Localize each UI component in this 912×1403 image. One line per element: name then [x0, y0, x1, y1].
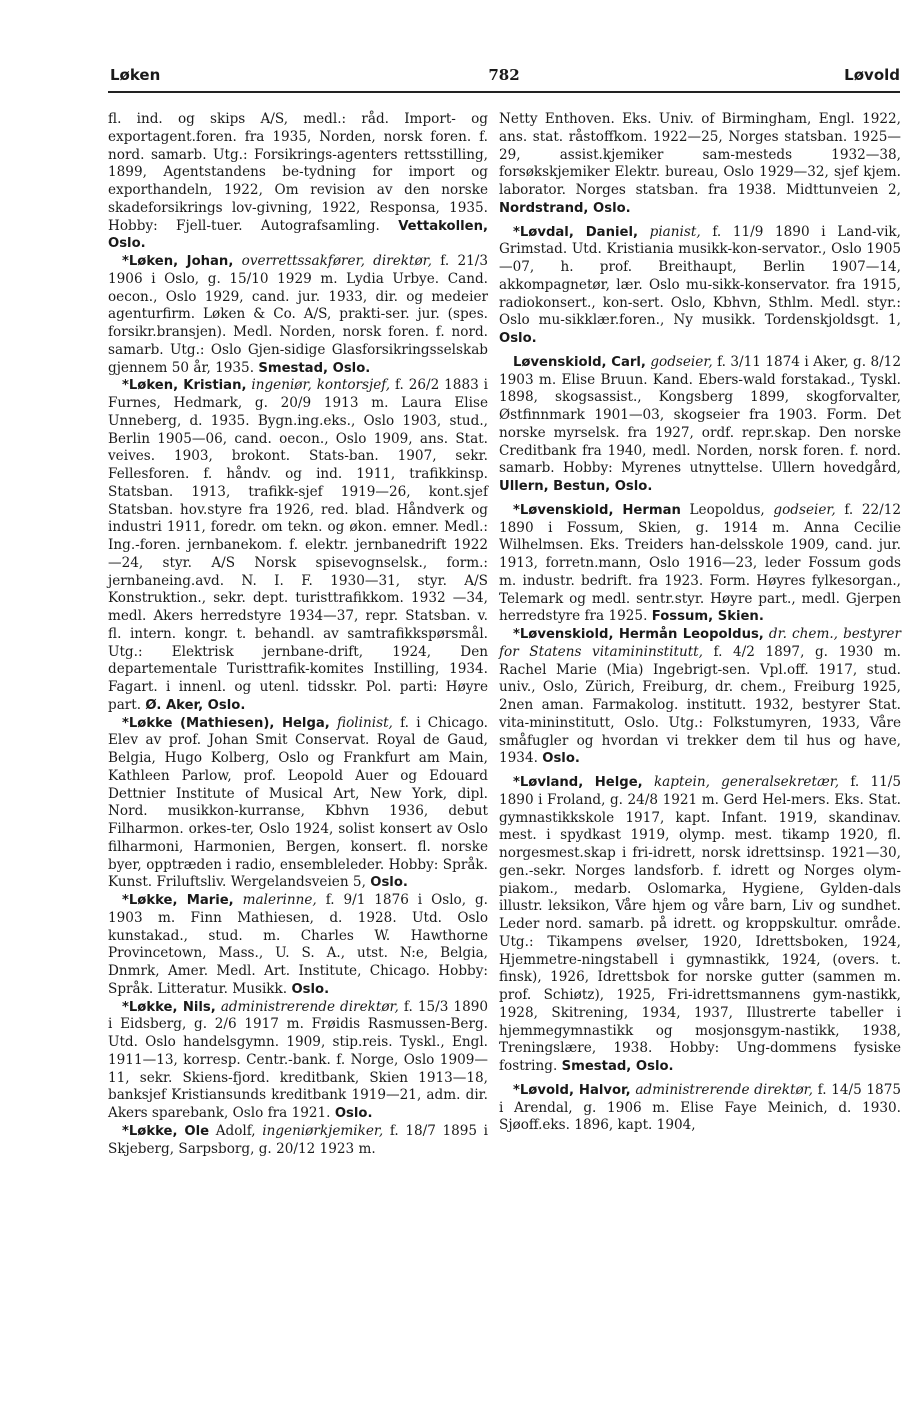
- entry-title: ingeniør, kontorsjef,: [251, 377, 391, 394]
- entry-lokke-marie: [108, 892, 488, 999]
- entry-address: Vettakollen, Oslo.: [108, 218, 488, 252]
- entry-name: *Løvenskiold, Hermån Leopoldus,: [513, 627, 764, 642]
- header-last-keyword: Løvold: [844, 66, 900, 84]
- entry-loken-kristian: [108, 377, 488, 714]
- left-column: [108, 111, 488, 1158]
- entry-address: Smestad, Oslo.: [258, 360, 371, 376]
- entry-name: *Løvdal, Daniel,: [513, 224, 638, 240]
- right-column: [499, 111, 901, 1135]
- entry-text: f. 18/7 1895 i Skjeberg, Sarpsborg, g. 20/12 1923 m.: [108, 1122, 489, 1157]
- entry-address: Oslo.: [291, 981, 330, 997]
- entry-lovenskiold-herman: [499, 502, 901, 626]
- entry-loken-johan: [108, 253, 488, 377]
- entry-address: Smestad, Oslo.: [561, 1059, 674, 1074]
- entry-name: *Løkke, Nils,: [122, 999, 216, 1015]
- entry-name: *Løvold, Halvor,: [513, 1082, 631, 1098]
- entry-title: malerinne,: [242, 892, 317, 908]
- entry-title: fiolinist,: [337, 714, 393, 731]
- entry-name: *Løkke, Ole: [122, 1123, 210, 1139]
- entry-text: f. i Chicago. Elev av prof. Johan Smit Conservat. Royal de Gaud, Belgia, Hugo Kolberg, Oslo og Frankfurt am Main, Kathleen Parlow, prof. Leopold Auer og Edouard Dettnier Institute of Musical Art, New York, dipl. Nord. musikkon-kurranse, Kbhvn 1936, debut Filharmon. orkes-ter, Oslo 1924, solist konsert av Oslo filharmoni, Harmonien, Bergen, konsert. fl. norske byer, opptræden i radio, ensembleleder. Hobby: Språk. Kunst. Friluftsliv. Wergelandsveien 5,: [108, 714, 488, 891]
- entry-title: overrettssakfører, direktør,: [241, 253, 432, 269]
- entry-text: f. 11/5 1890 i Froland, g. 24/8 1921 m. Gerd Hel-mers. Eks. Stat. gymnastikkskole 1917, kapt. Infant. 1919, skandinav. mest. i spydkast 1919, olymp. mest. tikamp 1920, fl. norgesmest.skap i fri-idrett, norsk idrettsinsp. 1921—30, gen.-sekr. Norges landsforb. f. idrett og Norges olym-piakom., medarb. Oslomarka, Hygiene, Gylden-dals illustr. leksikon, Våre hjem og våre barn, Liv og sundhet. Leder nord. samarb. på idrett. og kroppskultur. område. Utg.: Tikampens øvelser, 1920, Idrettsboken, 1924, Hjemmetre-ningstabell i gymnastikk, 1924, (overs. t. finsk), 1926, Idrettsbok for norske gutter (sammen m. prof. Schiøtz), 1925, Fri-idrettsmannens gym-nastikk, 1928, Skitrening, 1934, 1937, Illustrerte tabeller i hjemmegymnastikk og mosjonsgym-nastikk, 1938, Treningslære, 1938. Hobby: Ung-dommens fysiske fostring.: [499, 774, 901, 1074]
- entry-lovenskiold-carl: [499, 354, 901, 496]
- entry-continuation: [499, 111, 901, 218]
- entry-lovold-halvor: [499, 1082, 901, 1135]
- entry-name-rest: Adolf,: [215, 1122, 256, 1139]
- entry-name: Løvenskiold, Carl,: [513, 354, 646, 370]
- entry-address: Oslo.: [370, 875, 408, 891]
- entry-text: f. 11/9 1890 i Land-vik, Grimstad. Utd. Kristiania musikk-kon-servator., Oslo 1905—07, h. prof. Breithaupt, Berlin 1907—14, akkompagnetør, lær. Oslo mu-sikk-konservator. fra 1915, radiokonsert., kon-sert. Oslo, Kbhvn, Sthlm. Medl. styr.: Oslo mu-sikklær.foren., Ny musikk. Tordenskjoldsgt. 1,: [499, 223, 901, 329]
- entry-title: dr. chem., bestyrer for Statens vitamininstitutt,: [499, 626, 901, 660]
- entry-title: godseier,: [773, 501, 836, 518]
- entry-address: Ullern, Bestun, Oslo.: [499, 479, 653, 494]
- entry-lokke-nils: [108, 999, 488, 1123]
- entry-address: Oslo.: [499, 331, 537, 346]
- page-number: 782: [488, 66, 520, 84]
- entry-title: ingeniørkjemiker,: [262, 1122, 384, 1139]
- running-header: [108, 62, 900, 92]
- entry-name: *Løken, Johan,: [122, 254, 234, 269]
- entry-text: Netty Enthoven. Eks. Univ. of Birmingham, Engl. 1922, ans. stat. råstoffkom. 1922—25, Norges statsban. 1925—29, assist.kjemiker sam-mesteds 1932—38, forsøkskjemiker Elektr. bureau, Oslo 1929—32, sjef kjem. laborator. Norges statsban. fra 1938. Midttunveien 2,: [499, 111, 901, 198]
- entry-address: Fossum, Skien.: [651, 609, 764, 625]
- entry-address: Ø. Aker, Oslo.: [145, 697, 246, 713]
- entry-title: administrerende direktør,: [635, 1081, 813, 1098]
- entry-text: f. 9/1 1876 i Oslo, g. 1903 m. Finn Mathiesen, d. 1928. Utd. Oslo kunstakad., stud. m. Charles W. Hawthorne Provincetown, Mass., U. S. A., utst. N:e, Belgia, Dnmrk, Amer. Medl. Art. Institute, Chicago. Hobby: Språk. Litteratur. Musikk.: [108, 892, 489, 997]
- entry-name: *Løvland, Helge,: [513, 775, 643, 790]
- entry-text: fl. ind. og skips A/S, medl.: råd. Import- og exportagent.foren. fra 1935, Norden, norsk foren. f. nord. samarb. Utg.: Forsikrings-agenters rettsstilling, 1899, Agentstandens be-tydning for import og exporthandeln, 1922, Om revision av den norske skadeforsikrings lov-givning, 1922, Responsa, 1935. Hobby: Fjell-tuer. Autografsamling.: [108, 111, 488, 234]
- entry-name: *Løkke (Mathiesen), Helga,: [122, 715, 330, 731]
- entry-name-rest: Leopoldus,: [689, 501, 765, 518]
- entry-title: godseier,: [650, 353, 713, 370]
- entry-address: Nordstrand, Oslo.: [499, 200, 631, 216]
- entry-name: *Løkke, Marie,: [122, 893, 234, 908]
- entry-text: f. 14/5 1875 i Arendal, g. 1906 m. Elise Faye Meinich, d. 1930. Sjøoff.eks. 1896, kapt. 1904,: [499, 1081, 902, 1134]
- entry-text: f. 15/3 1890 i Eidsberg, g. 2/6 1917 m. Frøidis Rasmussen-Berg. Utd. Oslo handelsgymn. 1909, stip.reis. Tyskl., Engl. 1911—13, korresp. Centr.-bank. f. Norge, Oslo 1909—11, sekr. Skiens-fjord. kreditbank, Skien 1913—18, banksjef Kristiansunds kreditbank 1919—21, adm. dir. Akers sparebank, Oslo fra 1921.: [108, 998, 489, 1121]
- entry-name: *Løken, Kristian,: [122, 378, 247, 394]
- entry-address: Oslo.: [542, 751, 580, 767]
- header-rule: [108, 91, 900, 93]
- entry-text: f. 3/11 1874 i Aker, g. 8/12 1903 m. Elise Bruun. Kand. Ebers-wald forstakad., Tyskl. 1898, skogsassist., Kongsberg 1899, skogforvalter, Østfinnmark 1901—03, skogseier fra 1903. Form. Det norske myrselsk. fra 1927, ordf. repr.skap. Den norske Creditbank fra 1940, medl. Norden, norsk foren. f. nord. samarb. Hobby: Myrenes utnyttelse. Ullern hovedgård,: [499, 353, 901, 477]
- entry-title: pianist,: [649, 223, 701, 240]
- entry-text: f. 21/3 1906 i Oslo, g. 15/10 1929 m. Lydia Urbye. Cand. oecon., Oslo 1929, cand. jur. 1933, dir. og medeier agenturfirm. Løken & Co. A/S, prakti-ser. jur. (spes. forsikr.bransjen). Medl. Norden, norsk foren. f. nord. samarb. Utg.: Oslo Gjen-sidige Glasforsikringsselskab gjennem 50 år, 1935.: [108, 253, 488, 376]
- entry-name: *Løvenskiold, Herman: [513, 502, 681, 518]
- entry-lovdal-daniel: [499, 224, 901, 348]
- entry-address: Oslo.: [334, 1106, 373, 1121]
- entry-lovland-helge: [499, 774, 901, 1076]
- entry-lovenskiold-herman-leopoldus: [499, 626, 901, 768]
- entry-text: f. 26/2 1883 i Furnes, Hedmark, g. 20/9 1913 m. Laura Elise Unneberg, d. 1935. Bygn.ing.eks., Oslo 1903, stud., Berlin 1905—06, cand. oecon., Oslo 1909, ans. Stat. veives. 1903, brokont. Stats-ban. 1907, sekr. Fellesforen. f. håndv. og ind. 1911, trafikkinsp. Statsban. 1913, trafikk-sjef 1919—26, kont.sjef Statsban. hov.styre fra 1926, red. blad. Håndverk og industri 1911, foredr. om tekn. og økon. emner. Medl.: Ing.-foren. jernbanekom. f. elektr. jernbanedrift 1922 —24, styr. A/S Norsk spisevognselsk., form.: jernbaneing.avd. N. I. F. 1930—31, styr. A/S Konstruktion., sekr. dept. turisttrafikkom. 1932 —34, medl. Akers herredstyre 1934—37, repr. Statsban. v. fl. intern. kongr. t. behandl. av samtrafikkspørsmål. Utg.: Elektrisk jernbane-drift, 1924, Den departementale Turisttrafik-komites Instilling, 1934. Fagart. i innenl. og utenl. tidsskr. Pol. parti: Høyre part.: [108, 377, 488, 713]
- entry-lokke-ole: [108, 1123, 488, 1159]
- entry-title: administrerende direktør,: [220, 998, 399, 1015]
- entry-continuation: [108, 111, 488, 253]
- entry-text: f. 4/2 1897, g. 1930 m. Rachel Marie (Mia) Ingebrigt-sen. Vpl.off. 1917, stud. univ., Oslo, Zürich, Freiburg, dr. chem., Freiburg 1925, 2nen aman. Farmakolog. institutt. 1932, bestyrer Stat. vita-mininstitutt, Oslo. Utg.: Folkstumyren, 1933, Våre småfugler og hvordan vi trekker dem til hus og have, 1934.: [499, 643, 901, 767]
- entry-text: f. 22/12 1890 i Fossum, Skien, g. 1914 m. Anna Cecilie Wilhelmsen. Eks. Treiders han-delsskole 1909, cand. jur. 1913, forretn.mann, Oslo 1916—23, leder Fossum gods m. industr. bedrift. fra 1923. Form. Høyres fylkesorgan., Telemark og medl. sentr.styr. Høyre part., medl. Gjerpen herredstyre fra 1925.: [499, 501, 901, 625]
- header-first-keyword: Løken: [110, 66, 161, 84]
- entry-title: kaptein, generalsekretær,: [653, 774, 840, 790]
- entry-lokke-helga: [108, 715, 488, 893]
